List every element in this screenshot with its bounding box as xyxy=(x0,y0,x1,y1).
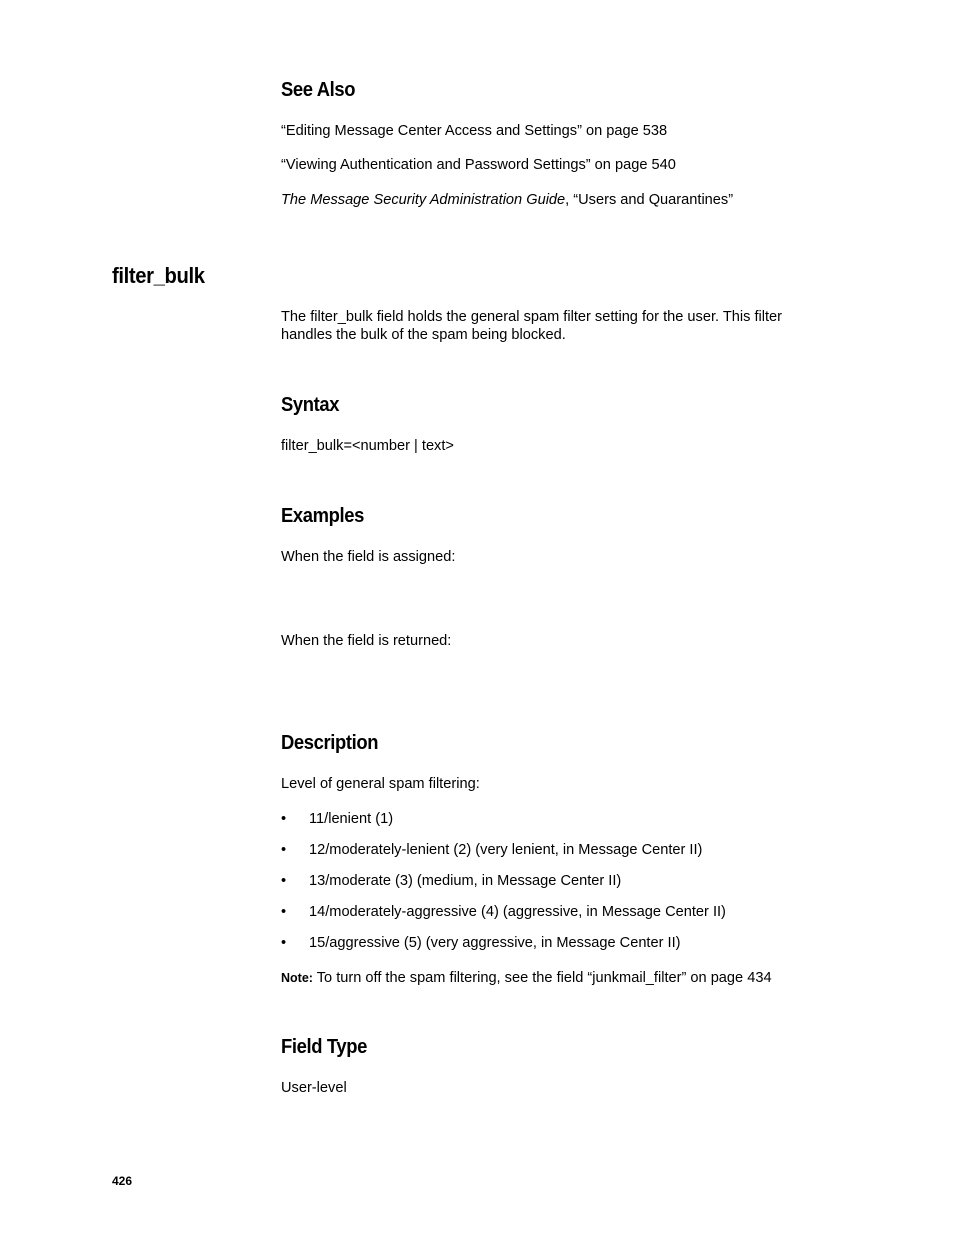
description-heading: Description xyxy=(281,732,379,754)
description-note xyxy=(281,969,772,987)
bullet-glyph: • xyxy=(281,873,287,889)
note-text[interactable]: To turn off the spam filtering, see the field “junkmail_filter” on page 434 xyxy=(312,970,772,986)
list-item xyxy=(281,841,841,859)
field-type-heading: Field Type xyxy=(281,1036,367,1058)
syntax-text: filter_bulk=<number | text> xyxy=(281,438,454,454)
see-also-link-viewing-authentication[interactable]: “Viewing Authentication and Password Settings” on page 540 xyxy=(281,157,676,173)
bullet-glyph: • xyxy=(281,904,287,920)
page-number: 426 xyxy=(112,1174,133,1188)
examples-assigned-text: When the field is assigned: xyxy=(281,549,456,565)
list-item xyxy=(281,903,841,921)
see-also-guide-reference xyxy=(281,191,733,209)
section-title: filter_bulk xyxy=(112,263,205,288)
list-item-text: 14/moderately-aggressive (4) (aggressive, in Message Center II) xyxy=(309,904,726,920)
list-item xyxy=(281,934,841,952)
list-item-text: 11/lenient (1) xyxy=(309,811,394,827)
field-type-value: User-level xyxy=(281,1080,347,1096)
list-item-text: 15/aggressive (5) (very aggressive, in Message Center II) xyxy=(309,935,681,951)
bullet-glyph: • xyxy=(281,842,287,858)
see-also-heading: See Also xyxy=(281,79,356,101)
list-item xyxy=(281,810,841,828)
guide-title: The Message Security Administration Guide xyxy=(281,192,566,208)
see-also-link-editing-message-center[interactable]: “Editing Message Center Access and Settings” on page 538 xyxy=(281,123,668,139)
list-item-text: 12/moderately-lenient (2) (very lenient, in Message Center II) xyxy=(309,842,703,858)
description-intro: Level of general spam filtering: xyxy=(281,776,480,792)
bullet-glyph: • xyxy=(281,935,287,951)
bullet-glyph: • xyxy=(281,811,287,827)
section-intro: The filter_bulk field holds the general spam filter setting for the user. This filter handles the bulk of the spam being blocked. xyxy=(281,309,783,343)
syntax-heading: Syntax xyxy=(281,394,340,416)
examples-returned-text: When the field is returned: xyxy=(281,633,452,649)
list-item xyxy=(281,872,841,890)
note-label: Note: xyxy=(281,971,313,985)
list-item-text: 13/moderate (3) (medium, in Message Center II) xyxy=(309,873,622,889)
guide-chapter: , “Users and Quarantines” xyxy=(565,192,734,208)
examples-heading: Examples xyxy=(281,505,364,527)
